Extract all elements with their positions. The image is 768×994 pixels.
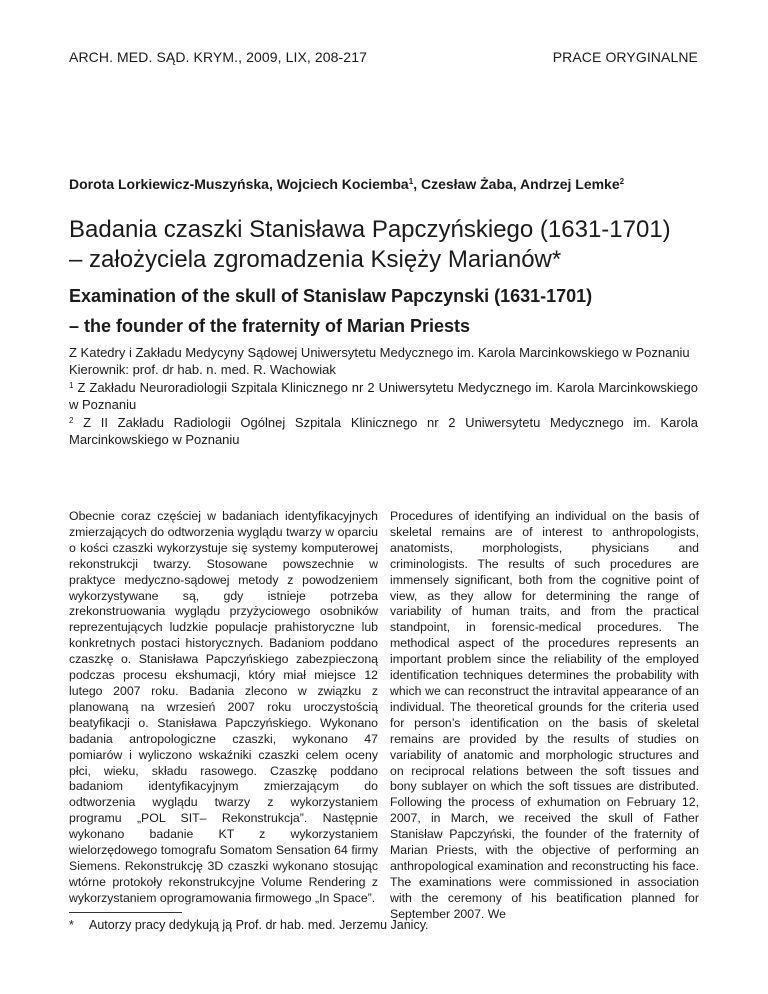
title-polish	[69, 215, 709, 275]
author-list	[69, 176, 709, 192]
author-1: Dorota Lorkiewicz-Muszyńska,	[69, 176, 277, 192]
title-polish-line-1: Badania czaszki Stanisława Papczyńskiego (1631-1701)	[69, 216, 671, 243]
footnote-mark: *	[69, 918, 74, 932]
author-4-affil-mark: 2	[619, 177, 625, 186]
affiliation-main: Z Katedry i Zakładu Medycyny Sądowej Uniwersytetu Medycznego im. Karola Marcinkowskiego w Poznaniu	[69, 345, 690, 360]
affiliation-2-text: Z II Zakładu Radiologii Ogólnej Szpitala Klinicznego nr 2 Uniwersytetu Medycznego im. Karola Marcinkowskiego w Poznaniu	[69, 415, 698, 447]
footnote-text: Autorzy pracy dedykują ją Prof. dr hab. med. Jerzemu Janicy.	[89, 918, 429, 932]
title-english-line-1: Examination of the skull of Stanislaw Papczynski (1631-1701)	[69, 286, 593, 306]
affiliation-head: Kierownik: prof. dr hab. n. med. R. Wachowiak	[69, 361, 336, 377]
author-3-4: , Czesław Żaba, Andrzej Lemke	[413, 176, 620, 192]
affiliations	[69, 345, 698, 448]
title-english-line-2: – the founder of the fraternity of Marian Priests	[69, 316, 471, 336]
author-2-affil-mark: 1	[408, 177, 414, 186]
footnote	[69, 918, 709, 932]
abstract-polish: Obecnie coraz częściej w badaniach identyfikacyjnych zmierzających do odtworzenia wyglądu twarzy w oparciu o kości czaszki wykorzystuje się systemy komputerowej rekonstrukcji twarzy. Stosowane powszechnie w praktyce medyczno-sądowej metody z powodzeniem wykorzystywane są, gdy istnieje potrzeba zrekonstruowania wyglądu przyżyciowego osobników reprezentujących ludzkie populacje prahistoryczne lub konkretnych postaci historycznych. Badaniom poddano czaszkę o. Stanisława Papczyńskiego zabezpieczoną podczas procesu ekshumacji, który miał miejsce 12 lutego 2007 roku. Badania zlecono w związku z planowaną na wrzesień 2007 roku uroczystością beatyfikacji o. Stanisława Papczyńskiego. Wykonano badania antropologiczne czaszki, wykonano 47 pomiarów i wyliczono wskaźniki czaszki celem oceny płci, wieku, składu rasowego. Czaszkę poddano badaniom identyfikacyjnym zmierzającym do odtworzenia wyglądu twarzy z wykorzystaniem programu „POL SIT– Rekonstrukcja”. Następnie wykonano badanie KT z wykorzystaniem wielorzędowego tomografu Somatom Sensation 64 firmy Siemens. Rekonstrukcję 3D czaszki wykonano stosując wtórne protokoły rekonstrukcyjne Volume Rendering z wykorzystaniem oprogramowania firmowego „In Space”.	[69, 509, 378, 905]
affiliation-1-text: Z Zakładu Neuroradiologii Szpitala Klinicznego nr 2 Uniwersytetu Medycznego im. Karola Marcinkowskiego w Poznaniu	[69, 380, 698, 412]
affiliation-2-mark: 2	[69, 416, 74, 425]
title-english	[69, 281, 709, 341]
affiliation-2	[69, 413, 698, 448]
affiliation-1-mark: 1	[69, 381, 74, 390]
abstract-english: Procedures of identifying an individual on the basis of skeletal remains are of interest to anthropologists, anatomists, morphologists, physicians and criminologists. The results of such procedures are immensely significant, both from the cognitive point of view, as they allow for determining the range of variability of human traits, and from the practical standpoint, in forensic-medical procedures. The methodical aspect of the procedures represents an important problem since the reliability of the employed identification techniques determines the probability with which we can reconstruct the intravital appearance of an individual. The theoretical grounds for the criteria used for person’s identification on the basis of skeletal remains are provided by the results of studies on variability of anatomic and morphologic structures and on reciprocal relations between the soft tissues and bony sublayer on which the soft tissues are distributed. Following the process of exhumation on February 12, 2007, in March, we received the skull of Father Stanisław Papczyński, the founder of the fraternity of Marian Priests, with the objective of performing an anthropological examination and reconstructing his face. The examinations were commissioned in association with the ceremony of his beatification planned for September 2007. We	[390, 509, 699, 921]
title-polish-line-2: – założyciela zgromadzenia Księży Marianów*	[69, 246, 562, 273]
affiliation-1	[69, 378, 698, 413]
abstract-english-column	[390, 509, 699, 923]
footnote-divider	[69, 912, 182, 913]
author-2: Wojciech Kociemba	[276, 176, 409, 192]
abstract-polish-column	[69, 509, 378, 907]
section-label: PRACE ORYGINALNE	[552, 49, 698, 65]
journal-citation: ARCH. MED. SĄD. KRYM., 2009, LIX, 208-217	[69, 49, 367, 65]
